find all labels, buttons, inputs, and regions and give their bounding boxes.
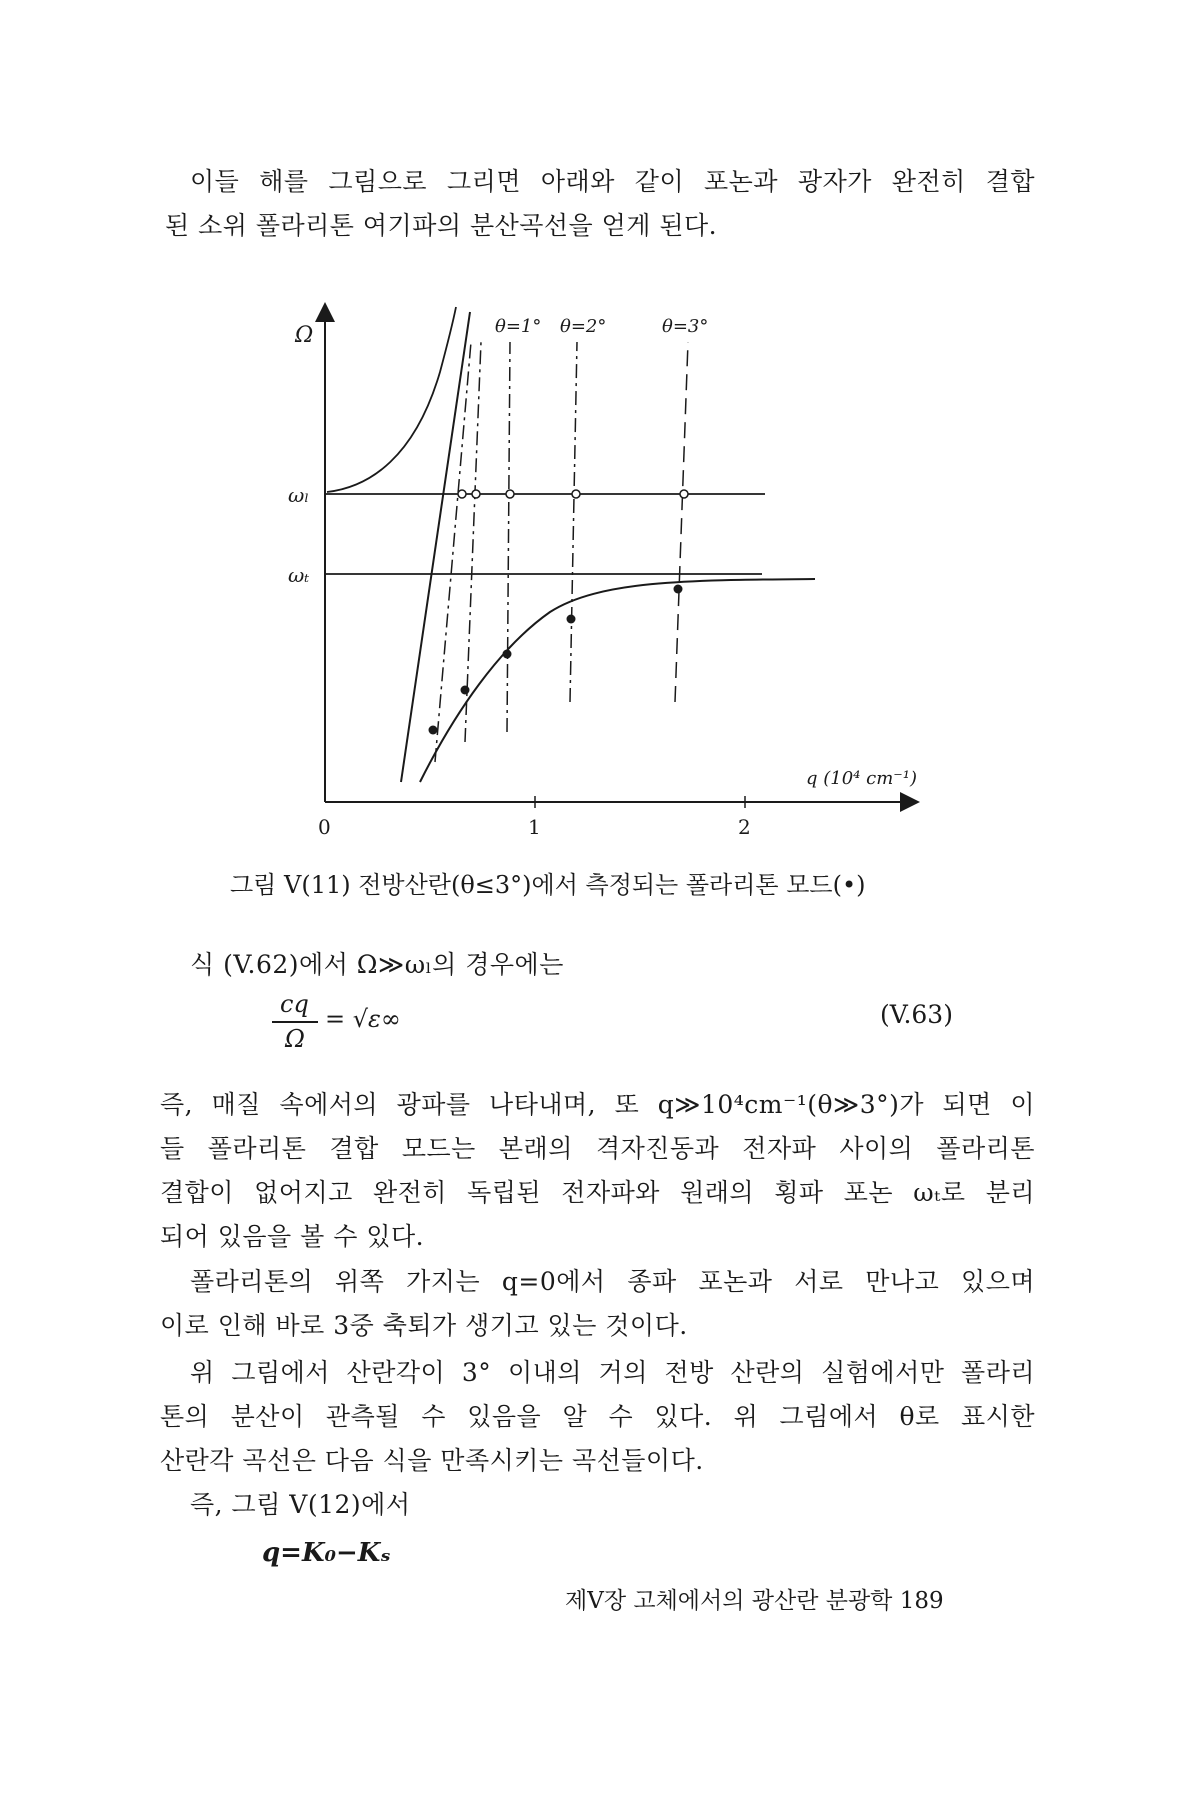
figure-caption: 그림 V(11) 전방산란(θ≤3°)에서 측정되는 폴라리톤 모드(•) bbox=[230, 871, 866, 899]
x-tick-1: 1 bbox=[528, 815, 541, 839]
x-axis-label: q (10⁴ cm⁻¹) bbox=[806, 768, 917, 789]
lower-branch-curve bbox=[420, 579, 815, 782]
theta-label-1: θ=1° bbox=[495, 316, 542, 337]
upper-branch-curve bbox=[327, 307, 456, 492]
measured-point bbox=[674, 585, 683, 594]
intro-line-1: 이들 해를 그림으로 그리면 아래와 같이 포논과 광자가 완전히 결합 bbox=[190, 167, 1035, 196]
x-tick-0: 0 bbox=[318, 815, 331, 839]
para3-line-2: 이로 인해 바로 3중 축퇴가 생기고 있는 것이다. bbox=[160, 1311, 688, 1340]
intro-line-2: 된 소위 폴라리톤 여기파의 분산곡선을 얻게 된다. bbox=[165, 211, 718, 240]
para2-line-3: 결합이 없어지고 완전히 독립된 전자파와 원래의 횡파 포논 ωₜ로 분리 bbox=[160, 1178, 1035, 1207]
upper-point bbox=[572, 490, 580, 498]
para2-line-1: 즉, 매질 속에서의 광파를 나타내며, 또 q≫10⁴cm⁻¹(θ≫3°)가 되면 이 bbox=[160, 1090, 1035, 1119]
measured-point bbox=[461, 686, 470, 695]
omega-l-label: ωₗ bbox=[288, 483, 310, 507]
upper-point bbox=[458, 490, 466, 498]
measured-point bbox=[503, 650, 512, 659]
measured-point bbox=[567, 615, 576, 624]
eq1-fraction-bar bbox=[272, 1021, 318, 1023]
measured-point bbox=[429, 726, 438, 735]
para3-line-1: 폴라리톤의 위쪽 가지는 q=0에서 종파 포논과 서로 만나고 있으며 bbox=[190, 1267, 1035, 1296]
omega-t-label: ωₜ bbox=[288, 563, 310, 587]
upper-point bbox=[472, 490, 480, 498]
theta-line-2deg bbox=[570, 342, 577, 702]
theta-label-2: θ=2° bbox=[560, 316, 607, 337]
upper-point bbox=[506, 490, 514, 498]
page-footer: 제V장 고체에서의 광산란 분광학 189 bbox=[565, 1588, 944, 1614]
x-tick-2: 2 bbox=[738, 815, 751, 839]
para4-line-3: 산란각 곡선은 다음 식을 만족시키는 곡선들이다. bbox=[160, 1446, 704, 1475]
upper-point bbox=[680, 490, 688, 498]
y-axis-label: Ω bbox=[295, 323, 314, 348]
eq2: q=K₀−Kₛ bbox=[262, 1538, 391, 1568]
eq1-number: (V.63) bbox=[880, 1000, 953, 1029]
theta-label-3: θ=3° bbox=[662, 316, 709, 337]
polariton-dispersion-figure bbox=[270, 262, 930, 842]
theta-line-3deg bbox=[675, 342, 688, 702]
para2-line-2: 들 폴라리톤 결합 모드는 본래의 격자진동과 전자파 사이의 폴라리톤 bbox=[160, 1134, 1035, 1163]
para2-line-4: 되어 있음을 볼 수 있다. bbox=[160, 1222, 425, 1251]
theta-line-a bbox=[435, 342, 471, 762]
para1: 식 (V.62)에서 Ω≫ωₗ의 경우에는 bbox=[190, 950, 564, 979]
theta-line-1deg bbox=[507, 342, 510, 732]
theta-line-b bbox=[465, 342, 481, 742]
para4-line-1: 위 그림에서 산란각이 3° 이내의 거의 전방 산란의 실험에서만 폴라리 bbox=[190, 1358, 1035, 1387]
eq1-numerator: cq bbox=[280, 990, 309, 1018]
eq1-rhs: = √ε∞ bbox=[325, 1005, 401, 1033]
para5: 즉, 그림 V(12)에서 bbox=[190, 1490, 411, 1519]
eq1-denominator: Ω bbox=[285, 1025, 305, 1053]
para4-line-2: 톤의 분산이 관측될 수 있음을 알 수 있다. 위 그림에서 θ로 표시한 bbox=[160, 1402, 1035, 1431]
